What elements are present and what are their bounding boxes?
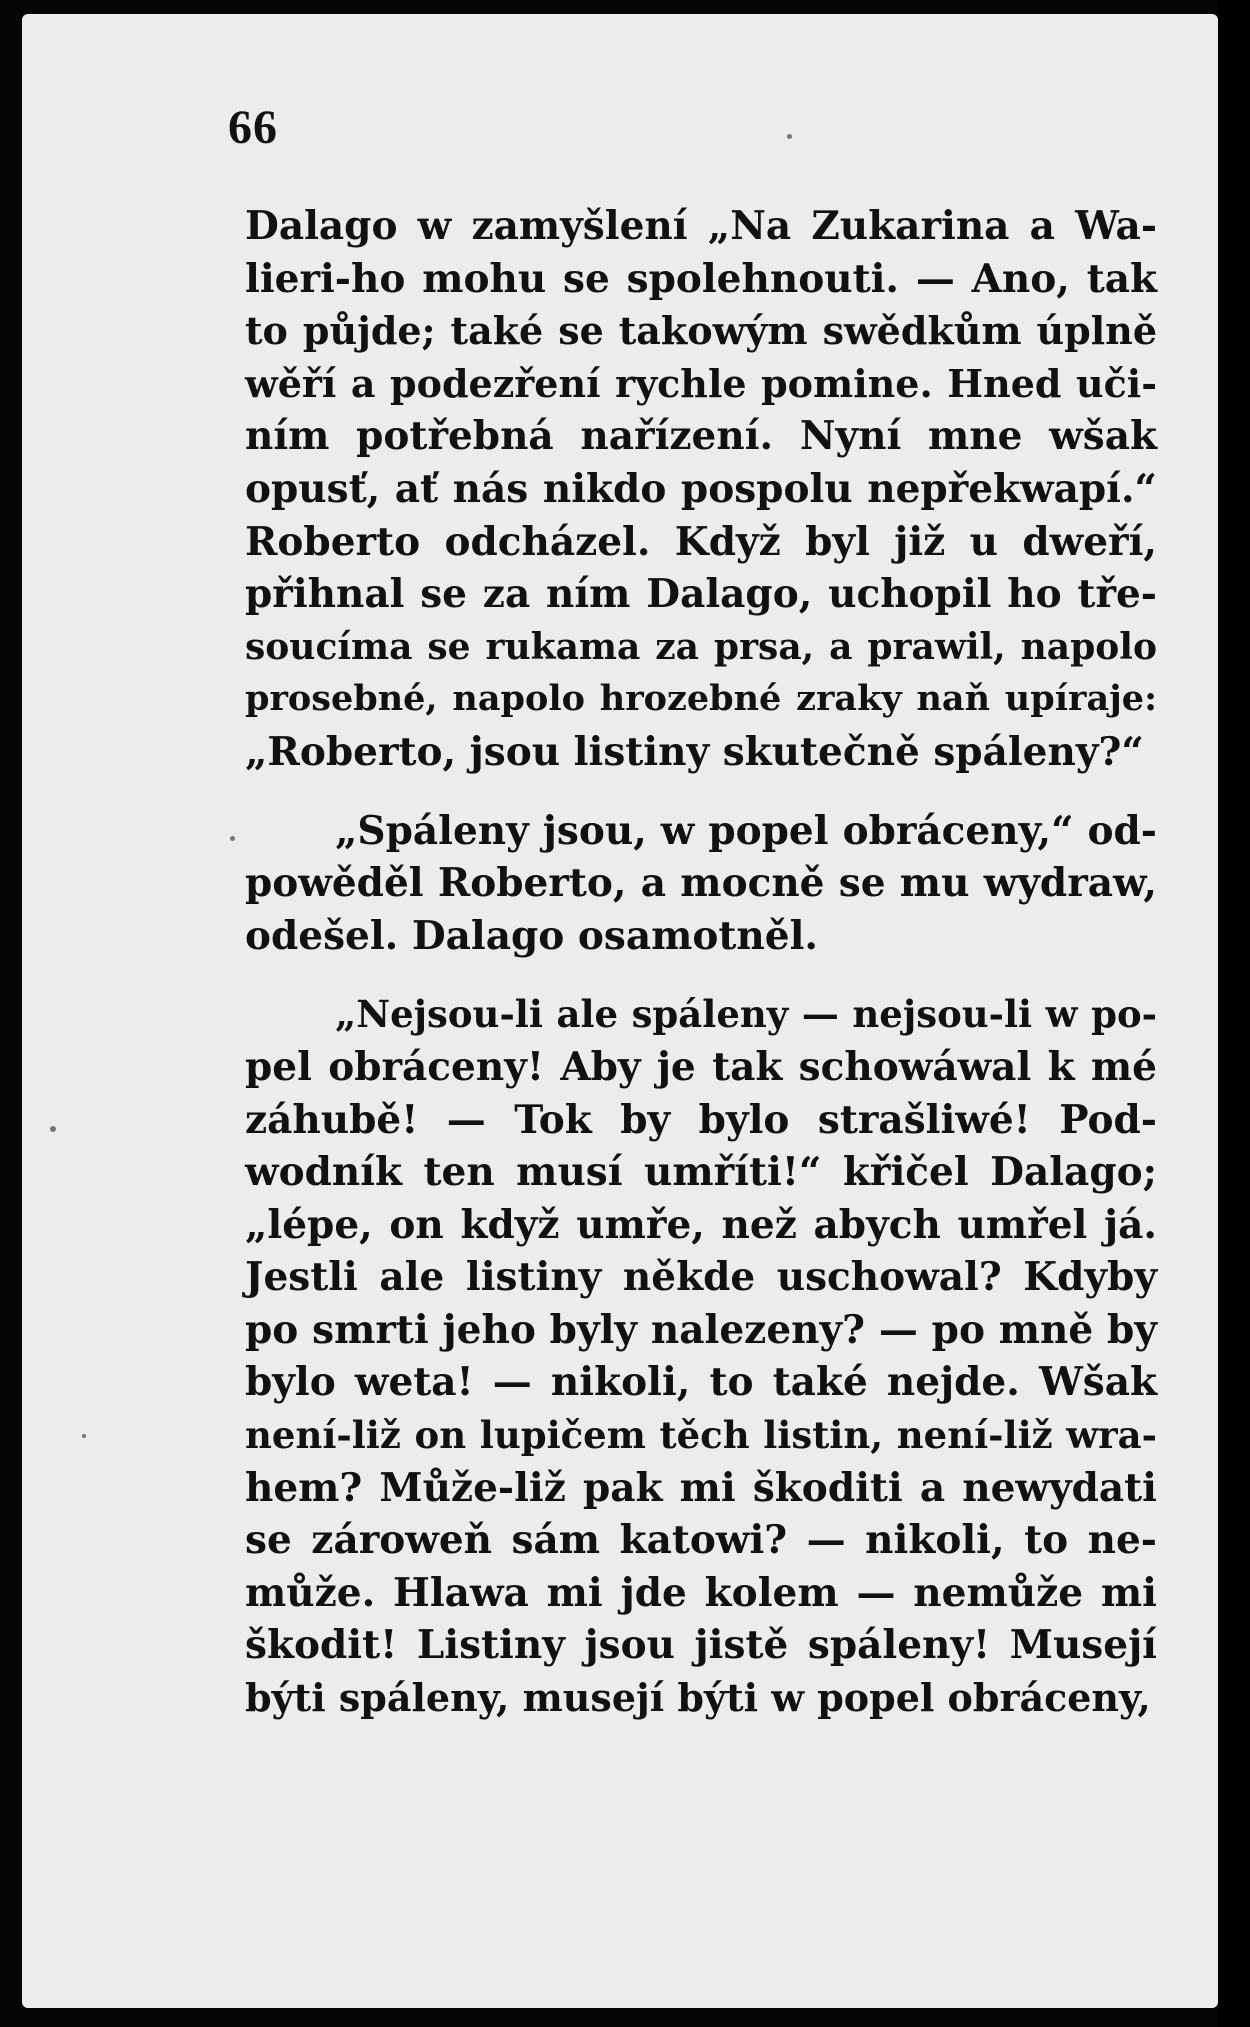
text-line: odešel. Dalago osamotněl. <box>245 912 818 959</box>
text-line: není-liž on lupičem těch listin, není-liž wra- <box>245 1413 1157 1458</box>
text-line: po smrti jeho byly nalezeny? — po mně by <box>245 1306 1157 1353</box>
text-line: soucíma se rukama za prsa, a prawil, napolo <box>245 625 1157 668</box>
text-line: bylo weta! — nikoli, to také nejde. Wšak <box>245 1359 1157 1406</box>
text-line: býti spáleny, musejí býti w popel obráceny, <box>245 1675 1151 1721</box>
text-line: „Spáleny jsou, w popel obráceny,“ od- <box>335 807 1157 854</box>
text-line: se zároweň sám katowi? — nikoli, to ne- <box>245 1517 1157 1564</box>
text-line: Jestli ale listiny někde uschowal? Kdyby <box>245 1254 1157 1301</box>
text-line: powěděl Roberto, a mocně se mu wydraw, <box>245 860 1157 907</box>
scan-speck <box>82 1434 86 1438</box>
text-line: wěří a podezření rychle pomine. Hned uči- <box>245 360 1157 406</box>
text-line: opusť, ať nás nikdo pospolu nepřekwapí.“ <box>245 465 1157 512</box>
scan-speck <box>230 836 235 841</box>
text-line: „Roberto, jsou listiny skutečně spáleny?“ <box>245 728 1144 775</box>
text-line: pel obráceny! Aby je tak schowáwal k mé <box>245 1043 1157 1090</box>
scan-speck <box>787 134 792 139</box>
text-line: to půjde; také se takowým swědkům úplně <box>245 308 1157 354</box>
page-number: 66 <box>228 101 278 154</box>
text-line: záhubě! — Tok by bylo strašliwé! Pod- <box>245 1096 1157 1143</box>
paragraph <box>245 805 1157 963</box>
text-line: „Nejsou-li ale spáleny — nejsou-li w po- <box>335 992 1157 1037</box>
scan-right-edge <box>1218 0 1250 2027</box>
text-line: Roberto odcházel. Když byl již u dweří, <box>245 518 1157 565</box>
scan-speck <box>50 1126 56 1132</box>
text-line: wodník ten musí umříti!“ křičel Dalago; <box>245 1149 1157 1196</box>
paragraph <box>245 200 1157 779</box>
text-line: prosebné, napolo hrozebné zraky naň upíraje: <box>245 678 1157 720</box>
text-line: lieri-ho mohu se spolehnouti. — Ano, tak <box>245 255 1157 302</box>
text-line: přihnal se za ním Dalago, uchopil ho tře- <box>245 571 1157 618</box>
text-line: škodit! Listiny jsou jistě spáleny! Musejí <box>245 1622 1157 1669</box>
text-line: může. Hlawa mi jde kolem — nemůže mi <box>245 1569 1157 1616</box>
paragraph <box>245 988 1157 1724</box>
text-line: ním potřebná nařízení. Nyní mne wšak <box>245 413 1157 460</box>
text-line: Dalago w zamyšlení „Na Zukarina a Wa- <box>245 203 1157 249</box>
text-line: hem? Může-liž pak mi škoditi a newydati <box>245 1464 1157 1511</box>
text-line: „lépe, on když umře, než abych umřel já. <box>245 1201 1157 1248</box>
body-text <box>245 200 1157 1725</box>
